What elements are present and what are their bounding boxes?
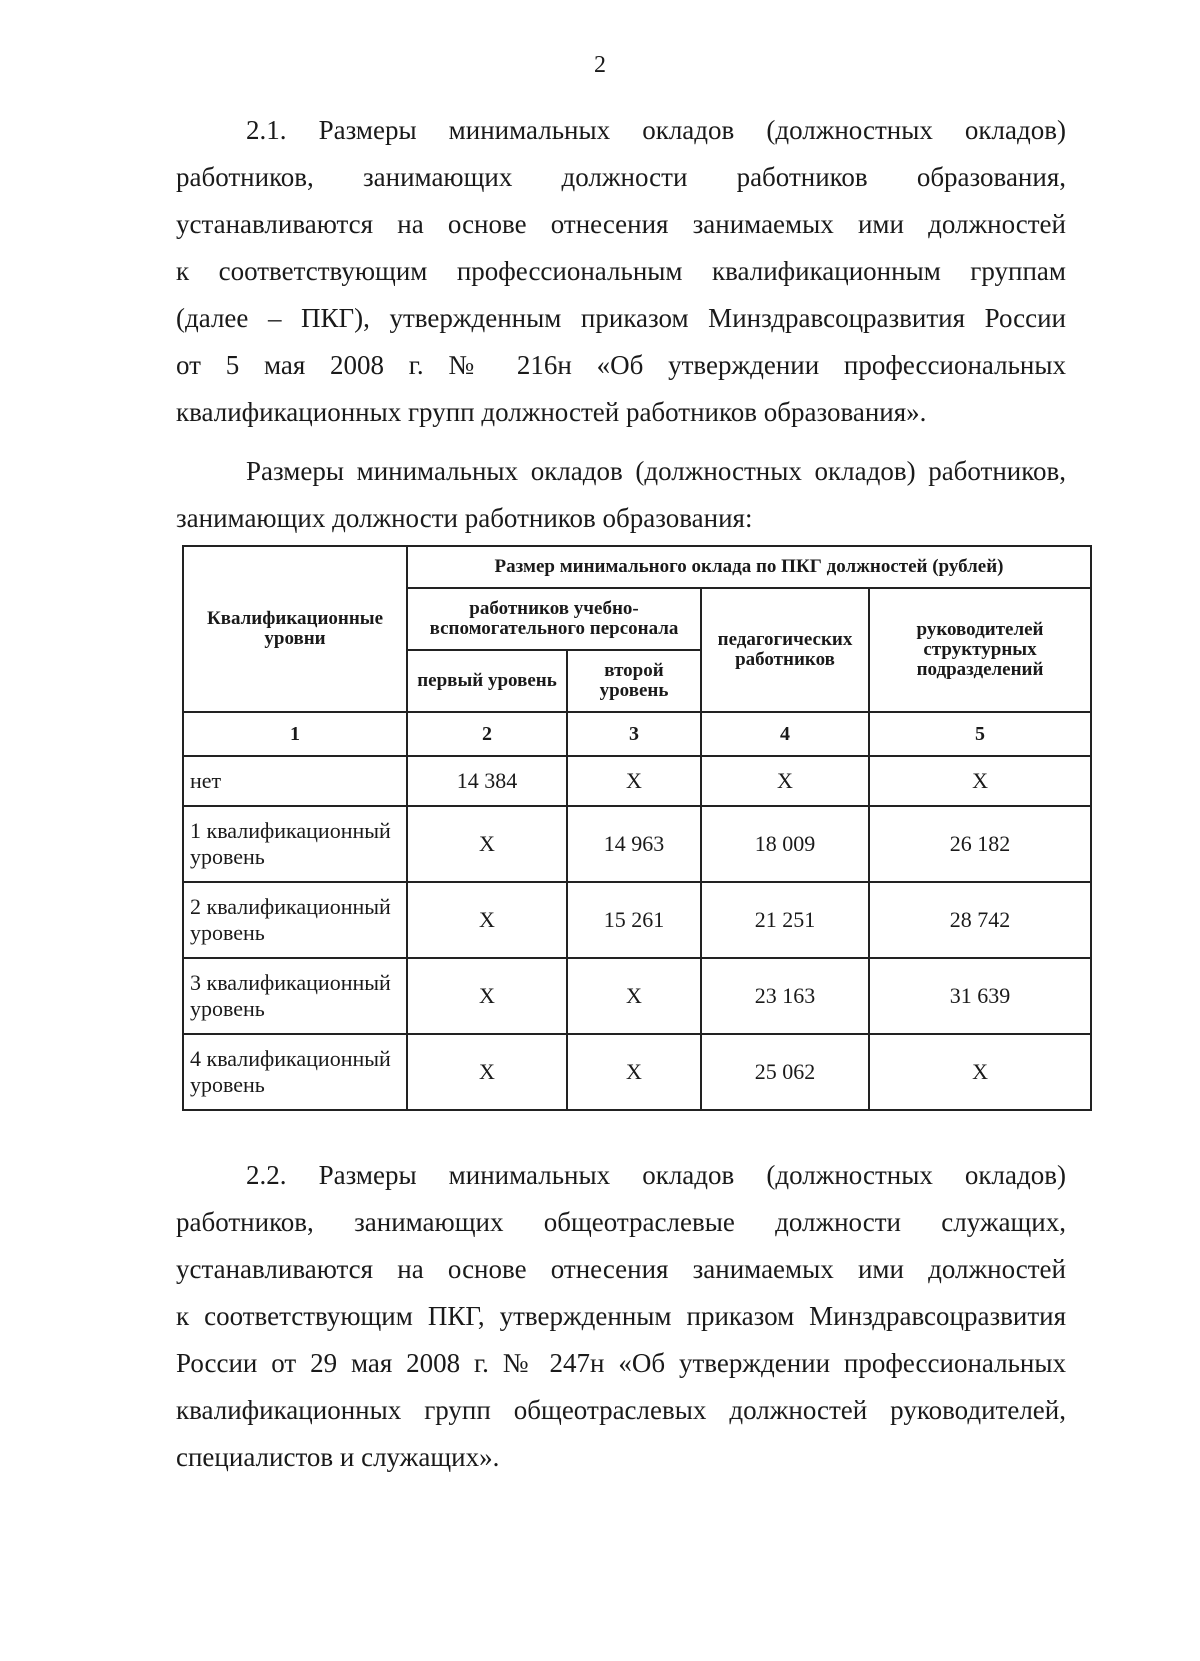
text-line: 2.2. Размеры минимальных окладов (должностных окладов) [246, 1160, 1066, 1190]
header-first-level: первый уровень [407, 650, 567, 712]
section-2-2-paragraph [176, 1152, 1066, 1481]
text-line: (далее – ПКГ), утвержденным приказом Минздравсоцразвития России [176, 303, 1066, 333]
level-label: 1 квалификационный уровень [183, 806, 407, 882]
level-label: 2 квалификационный уровень [183, 882, 407, 958]
table-intro-paragraph [176, 448, 1066, 542]
salary-cell: 15 261 [567, 882, 701, 958]
column-number-row [183, 712, 1091, 756]
salary-cell: X [407, 1034, 567, 1110]
salary-cell: 14 384 [407, 756, 567, 806]
salary-cell: 31 639 [869, 958, 1091, 1034]
level-label: нет [183, 756, 407, 806]
salary-cell: X [701, 756, 869, 806]
text-line: к соответствующим ПКГ, утвержденным приказом Минздравсоцразвития [176, 1301, 1066, 1331]
salary-cell: 25 062 [701, 1034, 869, 1110]
text-line: устанавливаются на основе отнесения занимаемых ими должностей [176, 209, 1066, 239]
table-row [183, 958, 1091, 1034]
text-line: занимающих должности работников образования: [176, 503, 753, 533]
header-pedagogical: педагогических работников [701, 588, 869, 712]
salary-cell: X [869, 1034, 1091, 1110]
text-line: к соответствующим профессиональным квалификационным группам [176, 256, 1066, 286]
page-number: 2 [594, 52, 606, 78]
header-salary-size: Размер минимального оклада по ПКГ должностей (рублей) [407, 546, 1091, 588]
header-second-level: второй уровень [567, 650, 701, 712]
salary-cell: 18 009 [701, 806, 869, 882]
salary-cell: 23 163 [701, 958, 869, 1034]
text-line: работников, занимающих общеотраслевые должности служащих, [176, 1207, 1066, 1237]
table-row [183, 1034, 1091, 1110]
text-line: России от 29 мая 2008 г. № 247н «Об утверждении профессиональных [176, 1348, 1066, 1378]
column-number: 3 [567, 712, 701, 756]
salary-cell: 14 963 [567, 806, 701, 882]
table-row [183, 806, 1091, 882]
column-number: 4 [701, 712, 869, 756]
salary-cell: 26 182 [869, 806, 1091, 882]
salary-cell: X [407, 958, 567, 1034]
salary-cell: X [407, 806, 567, 882]
text-line: работников, занимающих должности работников образования, [176, 162, 1066, 192]
column-number: 5 [869, 712, 1091, 756]
salary-cell: X [567, 1034, 701, 1110]
salary-table [182, 545, 1092, 1111]
column-number: 1 [183, 712, 407, 756]
text-line: 2.1. Размеры минимальных окладов (должностных окладов) [246, 115, 1066, 145]
level-label: 4 квалификационный уровень [183, 1034, 407, 1110]
section-2-1-paragraph [176, 107, 1066, 436]
text-line: квалификационных групп должностей работников образования». [176, 397, 927, 427]
header-heads: руководителей структурных подразделений [869, 588, 1091, 712]
text-line: квалификационных групп общеотраслевых должностей руководителей, [176, 1395, 1066, 1425]
level-label: 3 квалификационный уровень [183, 958, 407, 1034]
table-row [183, 882, 1091, 958]
text-line: устанавливаются на основе отнесения занимаемых ими должностей [176, 1254, 1066, 1284]
salary-cell: X [567, 958, 701, 1034]
salary-cell: 28 742 [869, 882, 1091, 958]
text-line: от 5 мая 2008 г. № 216н «Об утверждении профессиональных [176, 350, 1066, 380]
salary-cell: X [869, 756, 1091, 806]
column-number: 2 [407, 712, 567, 756]
text-line: специалистов и служащих». [176, 1442, 500, 1472]
header-qualification-levels: Квалификационные уровни [183, 546, 407, 712]
salary-cell: 21 251 [701, 882, 869, 958]
header-support-staff: работников учебно-вспомогательного персонала [407, 588, 701, 650]
table-row [183, 756, 1091, 806]
salary-cell: X [567, 756, 701, 806]
salary-cell: X [407, 882, 567, 958]
text-line: Размеры минимальных окладов (должностных окладов) работников, [246, 456, 1066, 486]
